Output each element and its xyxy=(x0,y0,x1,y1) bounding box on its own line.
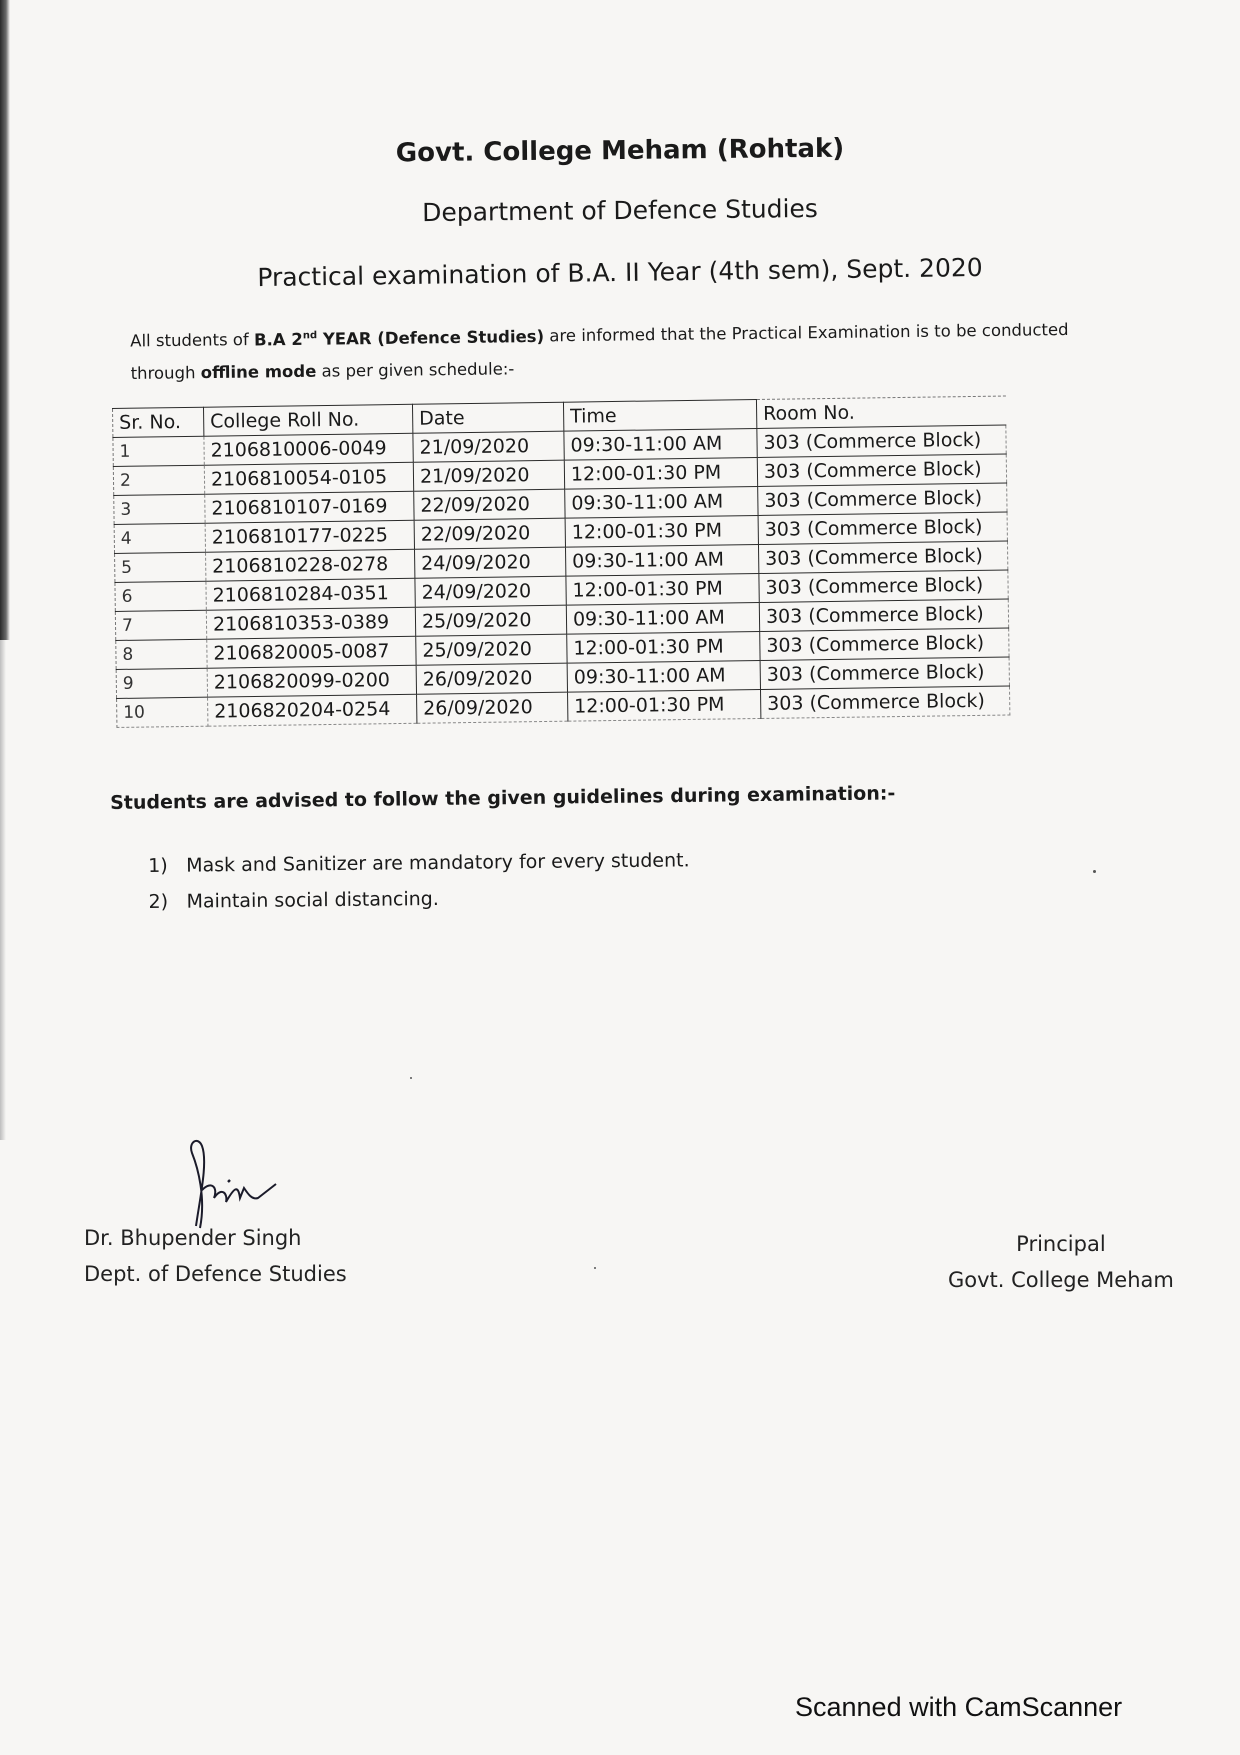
notice-class-bold xyxy=(254,326,544,349)
notice-text: as per given schedule:- xyxy=(316,358,515,381)
cell-room: 303 (Commerce Block) xyxy=(757,454,1006,486)
cell-room: 303 (Commerce Block) xyxy=(759,570,1008,602)
principal-org: Govt. College Meham xyxy=(948,1268,1174,1292)
guidelines-list xyxy=(148,842,690,920)
scan-speck xyxy=(594,1267,596,1269)
list-item-number: 1) xyxy=(148,854,168,877)
cell-sr-no: 6 xyxy=(115,581,206,611)
list-item xyxy=(148,842,690,884)
cell-sr-no: 5 xyxy=(115,552,206,582)
cell-sr-no: 4 xyxy=(114,523,205,553)
cell-roll-no: 2106810107-0169 xyxy=(205,491,414,523)
guidelines-heading: Students are advised to follow the given guidelines during examination:- xyxy=(110,782,896,814)
department-heading: Department of Defence Studies xyxy=(421,193,819,228)
cell-time: 12:00-01:30 PM xyxy=(568,689,761,721)
scan-left-edge-shadow xyxy=(0,0,10,640)
principal-title: Principal xyxy=(1016,1232,1106,1256)
cell-sr-no: 2 xyxy=(113,465,204,495)
list-item-text: Maintain social distancing. xyxy=(186,887,439,913)
cell-date: 25/09/2020 xyxy=(415,605,566,636)
cell-time: 09:30-11:00 AM xyxy=(566,602,759,634)
signatory-right xyxy=(948,1226,1174,1298)
cell-time: 12:00-01:30 PM xyxy=(566,573,759,605)
signatory-left xyxy=(84,1220,347,1292)
signatory-department: Dept. of Defence Studies xyxy=(84,1262,347,1286)
cell-time: 12:00-01:30 PM xyxy=(564,457,757,489)
notice-ordinal-sup: nd xyxy=(302,329,318,341)
notice-class: B.A 2 xyxy=(253,329,303,349)
cell-room: 303 (Commerce Block) xyxy=(757,425,1006,457)
notice-mode: offline mode xyxy=(200,361,317,382)
cell-time: 09:30-11:00 AM xyxy=(567,660,760,692)
notice-text: are informed that the Practical Examination is to be conducted through xyxy=(130,320,1069,383)
cell-sr-no: 10 xyxy=(117,697,208,727)
cell-sr-no: 3 xyxy=(114,494,205,524)
cell-room: 303 (Commerce Block) xyxy=(758,483,1007,515)
list-item xyxy=(148,878,690,920)
header-date: Date xyxy=(412,402,563,433)
cell-room: 303 (Commerce Block) xyxy=(760,686,1009,718)
header-time: Time xyxy=(563,400,756,432)
cell-roll-no: 2106820204-0254 xyxy=(208,694,417,726)
cell-sr-no: 1 xyxy=(113,436,204,466)
cell-date: 21/09/2020 xyxy=(413,460,564,491)
cell-date: 26/09/2020 xyxy=(417,692,568,723)
cell-date: 24/09/2020 xyxy=(415,576,566,607)
cell-roll-no: 2106810353-0389 xyxy=(206,607,415,639)
cell-date: 25/09/2020 xyxy=(416,634,567,665)
cell-date: 26/09/2020 xyxy=(416,663,567,694)
cell-time: 12:00-01:30 PM xyxy=(567,631,760,663)
cell-date: 21/09/2020 xyxy=(413,431,564,462)
cell-room: 303 (Commerce Block) xyxy=(759,599,1008,631)
signatory-name: Dr. Bhupender Singh xyxy=(84,1226,302,1250)
cell-sr-no: 7 xyxy=(115,610,206,640)
cell-roll-no: 2106810006-0049 xyxy=(204,433,413,465)
cell-room: 303 (Commerce Block) xyxy=(758,512,1007,544)
cell-roll-no: 2106820005-0087 xyxy=(207,636,416,668)
college-title: Govt. College Meham (Rohtak) xyxy=(395,133,845,169)
cell-time: 09:30-11:00 AM xyxy=(564,428,757,460)
notice-year: YEAR (Defence Studies) xyxy=(317,326,545,349)
cell-sr-no: 8 xyxy=(116,639,207,669)
header-roll-no: College Roll No. xyxy=(203,404,412,436)
cell-room: 303 (Commerce Block) xyxy=(760,628,1009,660)
notice-paragraph xyxy=(130,310,1091,389)
cell-roll-no: 2106810054-0105 xyxy=(204,462,413,494)
cell-time: 09:30-11:00 AM xyxy=(565,544,758,576)
cell-date: 22/09/2020 xyxy=(414,489,565,520)
cell-sr-no: 9 xyxy=(116,668,207,698)
header-room-no: Room No. xyxy=(756,396,1005,428)
cell-room: 303 (Commerce Block) xyxy=(760,657,1009,689)
scan-speck xyxy=(410,1077,412,1079)
cell-roll-no: 2106810228-0278 xyxy=(206,549,415,581)
cell-roll-no: 2106820099-0200 xyxy=(207,665,416,697)
notice-text: All students of xyxy=(130,329,255,351)
list-item-number: 2) xyxy=(148,890,169,913)
scan-left-edge-fade xyxy=(0,640,6,1140)
cell-date: 24/09/2020 xyxy=(415,547,566,578)
scan-speck xyxy=(1093,870,1096,873)
cell-time: 12:00-01:30 PM xyxy=(565,515,758,547)
list-item-text: Mask and Sanitizer are mandatory for every student. xyxy=(186,849,690,877)
cell-time: 09:30-11:00 AM xyxy=(565,486,758,518)
schedule-table xyxy=(112,396,1010,728)
cell-date: 22/09/2020 xyxy=(414,518,565,549)
scanner-watermark: Scanned with CamScanner xyxy=(795,1692,1123,1722)
exam-title: Practical examination of B.A. II Year (4th sem), Sept. 2020 xyxy=(257,252,983,293)
cell-roll-no: 2106810177-0225 xyxy=(205,520,414,552)
cell-roll-no: 2106810284-0351 xyxy=(206,578,415,610)
cell-room: 303 (Commerce Block) xyxy=(758,541,1007,573)
header-sr-no: Sr. No. xyxy=(113,407,204,437)
